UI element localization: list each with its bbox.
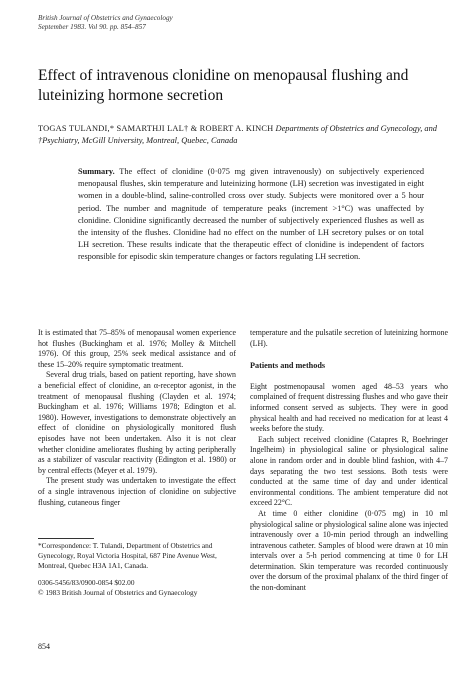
intro-paragraph-1: It is estimated that 75–85% of menopausal women experience hot flushes (Buckingham et al. 1976; Molley & Mitchell 1976). Of this group, 25% seek medical assistance and of these 15–20% require symptomatic treatment. [38, 328, 236, 369]
footnote-rule [38, 538, 94, 539]
methods-paragraph-2: Each subject received clonidine (Catapres R, Boehringer Ingelheim) in physiological saline or physiological saline alone in random order and in double blind fashion, with 4–7 days separating the two test sessions. Both tests were conducted at the same time of day and under identical environmental conditions. The ambient temperature did not exceed 22°C. [250, 434, 448, 508]
intro-paragraph-2: Several drug trials, based on patient reporting, have shown a beneficial effect of clonidine, an α-receptor agonist, in the treatment of menopausal flushing (Clayden et al. 1974; Buckingham et al. 1976; Williams 1978; Edington et al. 1980). However, investigations to demonstrate objectively an effect of clonidine on physiologically monitored flush episodes have not been undertaken. Also it is not clear whether clonidine ameliorates flushing by acting peripherally as a stabilizer of vascular reactivity (Edington et al. 1980) or by central effects (Meyer et al. 1979). [38, 370, 236, 475]
summary-text: The effect of clonidine (0·075 mg given intravenously) on subjectively experienced menopausal flushes, skin temperature and luteinizing hormone (LH) secretion was investigated in eight women in a double-blind, saline-controlled cross over study. Subjects were monitored over a 5 hour period. The number and magnitude of temperature peaks (increment >1°C) was unaffected by clonidine. Clonidine significantly decreased the number of subjectively experienced flushes as well as the intensity of the flushes. Clonidine had no effect on the number of LH secretory pulses or on total LH secretion. These results indicate that the therapeutic effect of clonidine is independent of factors responsible for episodic skin temperature changes or factors regulating LH secretion. [78, 167, 424, 262]
intro-continued: temperature and the pulsatile secretion of luteinizing hormone (LH). [250, 328, 448, 348]
footnote-block [38, 541, 236, 598]
right-column [250, 328, 448, 594]
intro-paragraph-3: The present study was undertaken to investigate the effect of a single intravenous injection of clonidine on subjective flushing, cutaneous finger [38, 476, 236, 507]
left-column [38, 328, 236, 508]
issn-line: 0306-5456/83/0900-0854 $02.00 [38, 578, 135, 588]
journal-name: British Journal of Obstetrics and Gynaecology [38, 14, 173, 22]
author-affiliation: Departments of Obstetrics and Gynecology, and †Psychiatry, McGill University, Montreal, Quebec, Canada [38, 124, 437, 145]
journal-header [38, 14, 173, 32]
summary-abstract [78, 166, 424, 264]
summary-label: Summary. [78, 167, 115, 176]
methods-paragraph-1: Eight postmenopausal women aged 48–53 years who complained of frequent distressing flushes and who gave their informed consent served as subjects. They were in good physical health and had received no medication for at least 4 weeks before the study. [250, 381, 448, 434]
methods-paragraph-3: At time 0 either clonidine (0·075 mg) in 10 ml physiological saline or physiological saline alone was injected intravenously over a 10-min period through an indwelling intravenous catheter. Samples of blood were drawn at 10 min intervals over a 5-h period commencing at time 0 for LH determination. Skin temperature was recorded continuously over the dorsum of the proximal phalanx of the third finger of the non-dominant [250, 508, 448, 593]
page-number: 854 [38, 642, 50, 651]
correspondence-note: *Correspondence: T. Tulandi, Department of Obstetrics and Gynecology, Royal Victoria Hospital, 687 Pine Avenue West, Montreal, Quebec H3A 1A1, Canada. [38, 541, 217, 570]
author-block [38, 123, 448, 147]
copyright-line: © 1983 British Journal of Obstetrics and Gynaecology [38, 588, 198, 598]
journal-issue: September 1983. Vol 90. pp. 854–857 [38, 23, 146, 31]
article-title: Effect of intravenous clonidine on menopausal flushing and luteinizing hormone secretion [38, 67, 409, 104]
author-names: TOGAS TULANDI,* SAMARTHJI LAL† & ROBERT A. KINCH [38, 124, 274, 133]
section-heading-methods: Patients and methods [250, 361, 326, 371]
